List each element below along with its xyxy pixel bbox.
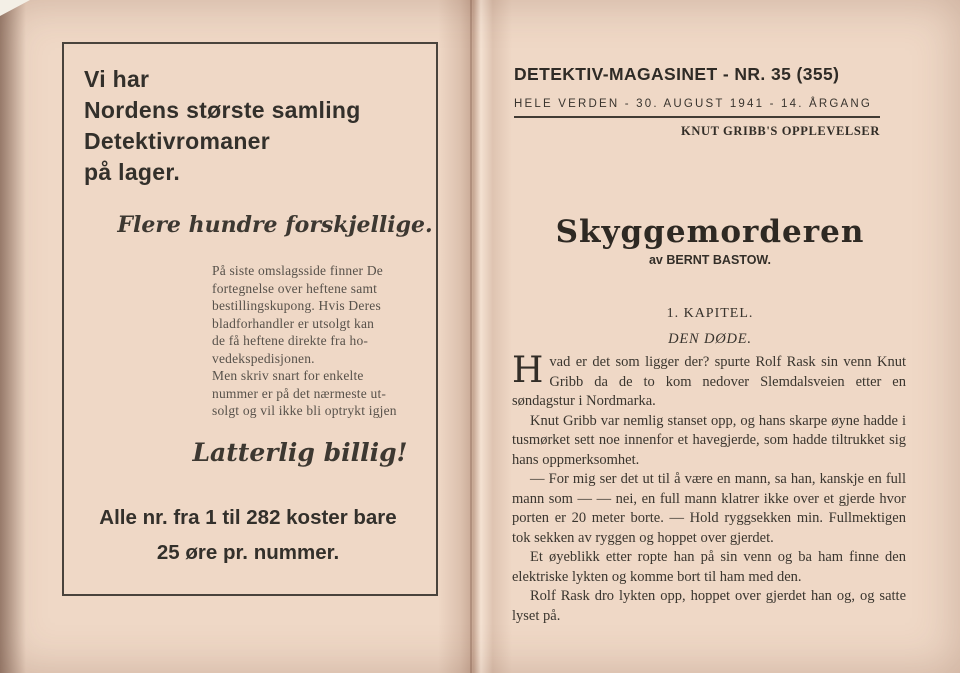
story-paragraph: Knut Gribb var nemlig stanset opp, og hans skarpe øyne hadde i tusmørket sett noe innenfor et havegjerde, som hadde tiltrukket sig hans oppmerksomhet. — [512, 412, 906, 468]
series-header: KNUT GRIBB'S OPPLEVELSER — [681, 124, 880, 138]
ad-notice-line: nummer er på det nærmeste ut- — [212, 385, 387, 401]
ad-notice-line: vedekspedisjonen. — [212, 350, 315, 366]
scan-edge-shadow — [0, 0, 26, 673]
chapter-heading: 1. KAPITEL. — [666, 306, 754, 321]
ad-headline-line: på lager. — [84, 159, 181, 185]
story-paragraph: Et øyeblikk etter ropte han på sin venn og ba ham finne den elektriske lykten og komme bort til ham med den. — [512, 549, 906, 585]
paragraph-text: vad er det som ligger der? spurte Rolf Rask sin venn Knut Gribb da de to kom nedover Slemdalsveien etter en søndagstur i Nordmarka. — [512, 354, 906, 409]
masthead-rule — [514, 116, 880, 118]
ad-notice-line: solgt og vil ikke bli optrykt igjen — [212, 403, 397, 418]
story-paragraph — [512, 350, 906, 412]
left-page — [0, 0, 470, 673]
ad-headline-line: Nordens største samling — [84, 97, 361, 123]
ad-price-line: 25 øre pr. nummer. — [156, 541, 340, 564]
ad-subhead: Flere hundre forskjellige. — [117, 212, 433, 238]
ad-notice-line: bestillingskupong. Hvis Deres — [212, 298, 381, 313]
ad-headline-line: Detektivromaner — [84, 128, 271, 154]
ad-price — [64, 500, 432, 570]
ad-notice-line: På siste omslagsside finner De — [212, 263, 383, 278]
byline: av BERNT BASTOW. — [648, 253, 771, 267]
drop-cap: H — [512, 350, 544, 391]
ad-notice — [212, 262, 440, 420]
ad-notice-line: fortegnelse over heftene samt — [212, 280, 378, 296]
ad-headline — [84, 64, 361, 188]
page-gutter-shadow — [438, 0, 512, 673]
ad-notice-line: Men skriv snart for enkelte — [212, 368, 364, 383]
story-paragraph: — For mig ser det ut til å være en mann, sa han, kanskje en full mann som — — nei, en full mann klatrer ikke over et gjerde hvor porten er 20 meter borte. — Hold ryggsekken min. Fullmektigen tok sekken av ryggen og hoppet over gjerdet. — [512, 471, 906, 546]
ad-slogan: Latterlig billig! — [192, 438, 408, 467]
issue-line: HELE VERDEN - 30. AUGUST 1941 - 14. ÅRGANG — [514, 98, 873, 110]
story-body — [512, 350, 906, 626]
scan-corner-highlight — [0, 0, 30, 16]
story-paragraph: Rolf Rask dro lykten opp, hoppet over gjerdet han og, og satte lyset på. — [512, 588, 906, 624]
ad-price-line: Alle nr. fra 1 til 282 koster bare — [99, 506, 397, 529]
fold-crease — [470, 0, 472, 673]
ad-headline-line: Vi har — [84, 66, 150, 92]
story-title: Skyggemorderen — [555, 214, 865, 250]
chapter-subheading: DEN DØDE. — [668, 331, 752, 347]
ad-notice-line: de få heftene direkte fra ho- — [212, 333, 369, 348]
ad-notice-line: bladforhandler er utsolgt kan — [212, 315, 375, 331]
right-page — [470, 0, 960, 673]
masthead: DETEKTIV-MAGASINET - NR. 35 (355) — [514, 64, 840, 84]
